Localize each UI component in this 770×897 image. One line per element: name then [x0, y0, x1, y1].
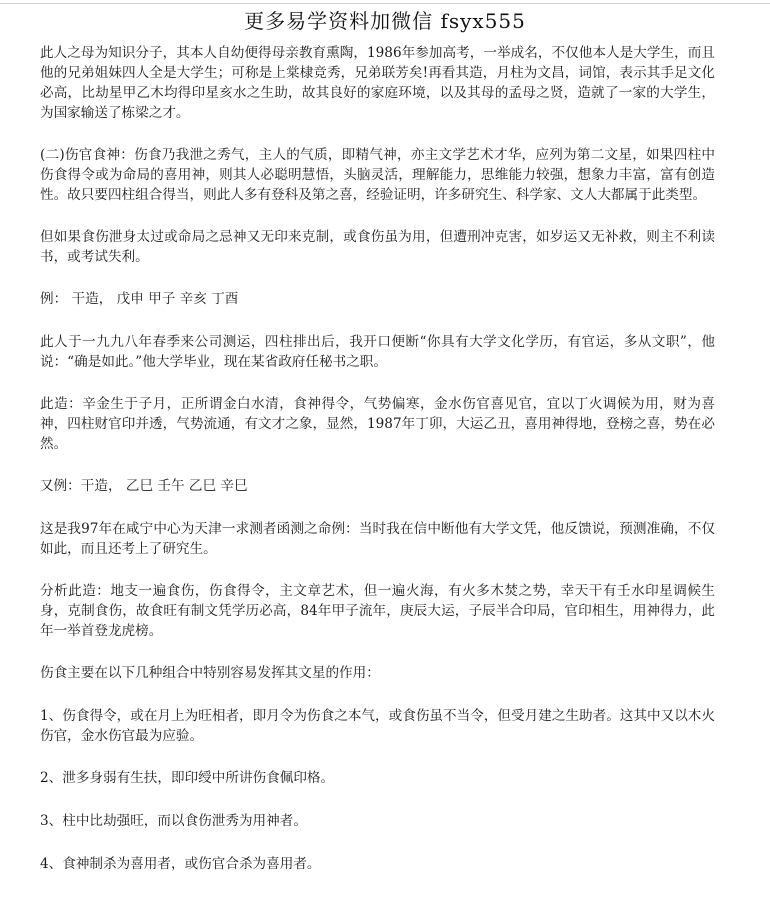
document-body [40, 43, 715, 897]
paragraph-1: 此人之母为知识分子，其本人自幼便得母亲教育熏陶，1986年参加高考，一举成名，不仅他本人是大学生，而且他的兄弟姐妹四人全是大学生；可称是上棠棣竞秀，兄弟联芳矣!再看其造，月柱为文昌，词馆，表示其手足文化必高，比劫星甲乙木均得印星亥水之生助，故其良好的家庭环境，以及其母的孟母之贤，造就了一家的大学生，为国家输送了栋梁之才。 [40, 45, 715, 121]
page-header [0, 6, 770, 36]
top-rule [0, 3, 770, 4]
list-item-2: 2、泄多身弱有生扶，即印绶中所讲伤食佩印格。 [40, 770, 335, 786]
paragraph-8: 这是我97年在咸宁中心为天津一求测者函测之命例：当时我在信中断他有大学文凭，他反馈说，预测准确，不仅如此，而且还考上了研究生。 [40, 521, 715, 557]
example-1-chart: 例： 干造， 戊申 甲子 辛亥 丁酉 [40, 291, 239, 307]
paragraph-10: 伤食主要在以下几种组合中特别容易发挥其文星的作用： [40, 665, 380, 681]
list-item-4: 4、食神制杀为喜用者，或伤官合杀为喜用者。 [40, 856, 321, 872]
paragraph-9: 分析此造：地支一遍食伤，伤食得令，主文章艺术，但一遍火海，有火多木焚之势，幸天干有壬水印星调候生身，克制食伤，故食旺有制文凭学历必高，84年甲子流年，庚辰大运，子辰半合印局，官印相生，用神得力，此年一举首登龙虎榜。 [40, 583, 715, 639]
example-2-chart: 又例：干造， 乙巳 壬午 乙巳 辛巳 [40, 478, 248, 494]
paragraph-2: (二)伤官食神：伤食乃我泄之秀气，主人的气质，即精气神，亦主文学艺术才华，应列为第二文星，如果四柱中伤食得令或为命局的喜用神，则其人必聪明慧悟，头脑灵活，理解能力，思维能力较强，想象力丰富，富有创造性。故只要四柱组合得当，则此人多有登科及第之喜，经验证明，许多研究生、科学家、文人大都属于此类型。 [40, 147, 715, 203]
paragraph-3: 但如果食伤泄身太过或命局之忌神又无印来克制，或食伤虽为用，但遭刑冲克害，如岁运又无补救，则主不利读书，或考试失利。 [40, 229, 715, 265]
list-item-1: 1、伤食得令，或在月上为旺相者，即月令为伤食之本气，或食伤虽不当令，但受月建之生助者。这其中又以木火伤官，金水伤官最为应验。 [40, 708, 715, 744]
header-title: 更多易学资料加微信 fsyx555 [244, 9, 526, 33]
paragraph-5: 此人于一九九八年春季来公司测运，四柱排出后，我开口便断“你具有大学文化学历，有官运，多从文职”，他说：“确是如此。”他大学毕业，现在某省政府任秘书之职。 [40, 334, 715, 370]
paragraph-6: 此造：辛金生于子月，正所谓金白水清，食神得令，气势偏寒，金水伤官喜见官，宜以丁火调候为用，财为喜神，四柱财官印并透，气势流通，有文才之象，显然，1987年丁卯，大运乙丑，喜用神得地，登榜之喜，势在必然。 [40, 396, 715, 452]
list-item-3: 3、柱中比劫强旺，而以食伤泄秀为用神者。 [40, 813, 307, 829]
